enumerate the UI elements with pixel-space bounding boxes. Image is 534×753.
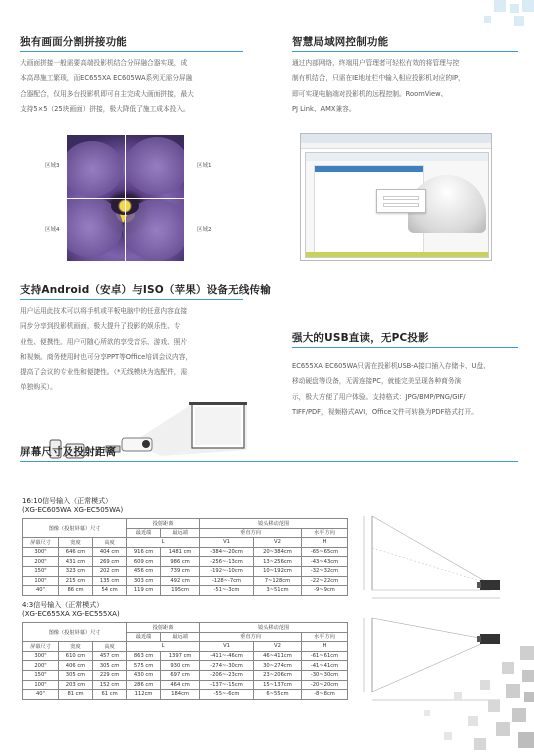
table-cell: -128~-7cm <box>200 576 254 586</box>
table-cell: -51~-3cm <box>200 586 254 596</box>
table-cell: 739 cm <box>161 566 200 576</box>
table-cell: 215 cm <box>59 576 93 586</box>
usb-section-title: 强大的USB直读，无PC投影 <box>292 332 429 344</box>
wireless-text-line: 单独购买）。 <box>20 383 57 392</box>
table2-title: 4:3信号输入（正常模式） <box>22 601 104 609</box>
table-cell: 水平方向 <box>302 528 348 538</box>
table-cell: 492 cm <box>161 576 200 586</box>
table-cell: 184cm <box>161 690 200 700</box>
table-cell: -55~-6cm <box>200 690 254 700</box>
table-row <box>23 690 348 700</box>
lan-text-line: PJ Link、AMX兼容。 <box>292 104 356 113</box>
table-cell: 916 cm <box>127 547 161 557</box>
usb-text-line: TIFF/PDF，视频格式AVI，Office文件可转换为PDF格式打开。 <box>292 407 478 416</box>
split-text-line: 支持5×5（25块画面）拼接，极大降低了施工成本投入。 <box>20 104 190 113</box>
table-cell: 195cm <box>161 586 200 596</box>
table-row <box>23 566 348 576</box>
table-cell: 305 cm <box>59 670 93 680</box>
lan-section-text <box>292 56 524 117</box>
table-cell: V1 <box>200 642 254 652</box>
pansy-split-image <box>67 135 184 261</box>
table-row <box>23 547 348 557</box>
split-section-title: 独有画面分割拼接功能 <box>20 36 127 48</box>
zone-4-label: 区域4 <box>45 227 60 233</box>
table-header-row <box>23 642 348 652</box>
wireless-section-title: 支持Android（安卓）与ISO（苹果）设备无线传输 <box>20 284 271 296</box>
table-cell: H <box>302 642 348 652</box>
table-cell: 宽度 <box>59 642 93 652</box>
table-cell: 609 cm <box>127 557 161 567</box>
wireless-text-line: 同步分享到投影机画面，极大提升了投影的娱乐性、专 <box>20 322 181 331</box>
table-cell: 406 cm <box>59 661 93 671</box>
table1-models: (XG-EC605WA XG-EC505WA) <box>22 506 124 514</box>
table-cell: 宽度 <box>59 538 93 548</box>
decorative-squares <box>424 0 534 28</box>
wireless-section-text <box>20 304 260 396</box>
table-cell: 86 cm <box>59 586 93 596</box>
table-cell: 13~256cm <box>253 557 301 567</box>
wireless-section-rule <box>20 299 243 300</box>
table-cell: 最远端 <box>161 632 200 642</box>
table-cell: 垂直方向 <box>200 632 302 642</box>
table-row <box>23 586 348 596</box>
wireless-text-line: 提高了会议的专业性和便捷性。（*无线模块为选配件，需 <box>20 368 188 377</box>
table-cell: V2 <box>253 538 301 548</box>
table-cell: 464 cm <box>161 680 200 690</box>
table-cell: 1397 cm <box>161 651 200 661</box>
split-text-line: 本高昂施工繁琐，而EC655XA EC605WA系列无需分屏融 <box>20 74 193 83</box>
table-cell: -274~-30cm <box>200 661 254 671</box>
table-cell: 100" <box>23 576 59 586</box>
table-cell: 投射距离 <box>127 519 200 529</box>
table-cell: 3~51cm <box>253 586 301 596</box>
table-cell: 135 cm <box>93 576 127 586</box>
table-cell: 430 cm <box>127 670 161 680</box>
table-header-row <box>23 519 348 529</box>
table2-models: (XG-EC655XA XG-EC555XA) <box>22 610 120 618</box>
table-cell: L <box>127 538 200 548</box>
table-cell: -8~8cm <box>302 690 348 700</box>
table-cell: -9~9cm <box>302 586 348 596</box>
lan-text-line: 即可实现电脑端对投影机的远程控制。RoomView、 <box>292 89 448 98</box>
table-cell: V2 <box>253 642 301 652</box>
wireless-text-line: 用户运用此技术可以将手机或平板电脑中的任意内容直接 <box>20 307 188 315</box>
table-cell: 269 cm <box>93 557 127 567</box>
table-cell: 30~274cm <box>253 661 301 671</box>
table-cell: 431 cm <box>59 557 93 567</box>
footer-decorative-squares <box>384 640 534 753</box>
usb-section-text <box>292 359 524 420</box>
table-cell: 610 cm <box>59 651 93 661</box>
projection-diagram-1 <box>360 508 508 604</box>
lan-section-title: 智慧局域网控制功能 <box>292 36 389 48</box>
table-cell: 46~411cm <box>253 651 301 661</box>
zone-1-label: 区域1 <box>197 163 212 169</box>
table-cell: 1481 cm <box>161 547 200 557</box>
usb-text-line: 移动硬盘等设备，无需连接PC，就能完美呈现各种商务演 <box>292 377 462 386</box>
table-cell: 150" <box>23 566 59 576</box>
wireless-text-line: 业性、便携性。用户可随心所欲的享受音乐、游戏、照片 <box>20 337 188 346</box>
table-cell: 40" <box>23 690 59 700</box>
table-cell: 457 cm <box>93 651 127 661</box>
table-cell: 图像（投射屏幕）尺寸 <box>23 623 127 642</box>
table-row <box>23 651 348 661</box>
table-row <box>23 661 348 671</box>
table-row <box>23 670 348 680</box>
table-cell: 镜头移动范围 <box>200 519 348 529</box>
table1-title: 16:10信号输入（正常模式） <box>22 497 113 505</box>
table-cell: 高度 <box>93 642 127 652</box>
table-cell: 镜头移动范围 <box>200 623 348 633</box>
table-cell: 61 cm <box>93 690 127 700</box>
lan-text-line: 通过内部网络，终端用户管理者可轻松有效的将管理与控 <box>292 59 460 67</box>
table-header-row <box>23 538 348 548</box>
table-cell: -30~30cm <box>302 670 348 680</box>
table-cell: 100" <box>23 680 59 690</box>
table-cell: 屏幕尺寸 <box>23 538 59 548</box>
table-cell: -411~-46cm <box>200 651 254 661</box>
table-row <box>23 680 348 690</box>
split-text-line: 合器配合，仅用多台投影机即可自主完成大画面拼接，最大 <box>20 89 194 98</box>
table1 <box>22 518 348 596</box>
table-cell: -256~-13cm <box>200 557 254 567</box>
table-cell: 646 cm <box>59 547 93 557</box>
table-cell: 202 cm <box>93 566 127 576</box>
table-cell: 54 cm <box>93 586 127 596</box>
split-section-text <box>20 56 260 117</box>
table-cell: 投射距离 <box>127 623 200 633</box>
usb-text-line: EC655XA EC605WA只需在投影机USB-A接口插入存储卡、U盘、 <box>292 362 490 370</box>
table-cell: 930 cm <box>161 661 200 671</box>
table-cell: 305 cm <box>93 661 127 671</box>
table-cell: 23~206cm <box>253 670 301 680</box>
table-cell: -137~-15cm <box>200 680 254 690</box>
table-cell: 图像（投射屏幕）尺寸 <box>23 519 127 538</box>
table-cell: 最远端 <box>161 528 200 538</box>
table-cell: 286 cm <box>127 680 161 690</box>
split-section-rule <box>20 51 243 52</box>
table-cell: 200" <box>23 557 59 567</box>
table-cell: H <box>302 538 348 548</box>
table-cell: 697 cm <box>161 670 200 680</box>
table-cell: -61~61cm <box>302 651 348 661</box>
table-cell: 986 cm <box>161 557 200 567</box>
distance-section-rule <box>20 461 518 462</box>
table-cell: 高度 <box>93 538 127 548</box>
table-cell: -32~32cm <box>302 566 348 576</box>
table-cell: -22~22cm <box>302 576 348 586</box>
table-cell: 15~137cm <box>253 680 301 690</box>
table-cell: 112cm <box>127 690 161 700</box>
table-cell: -206~-23cm <box>200 670 254 680</box>
table-cell: 水平方向 <box>302 632 348 642</box>
table-cell: 最近端 <box>127 528 161 538</box>
table-cell: V1 <box>200 538 254 548</box>
table-cell: 323 cm <box>59 566 93 576</box>
table-cell: 40" <box>23 586 59 596</box>
lan-text-line: 制有机结合，只需在IE地址栏中输入相应投影机对应的IP， <box>292 74 465 83</box>
usb-section-rule <box>292 347 518 348</box>
table-cell: 575 cm <box>127 661 161 671</box>
table-cell: 456 cm <box>127 566 161 576</box>
table-cell: 300" <box>23 651 59 661</box>
table-cell: 7~128cm <box>253 576 301 586</box>
table-cell: 152 cm <box>93 680 127 690</box>
lan-section-rule <box>292 51 518 52</box>
table-cell: 垂直方向 <box>200 528 302 538</box>
table-cell: 81 cm <box>59 690 93 700</box>
wireless-text-line: 和视频。商务使用时也可分享PPT等Office培训会议内容， <box>20 352 193 361</box>
usb-text-line: 示，极大方便了用户体验。支持格式：JPG/BMP/PNG/GIF/ <box>292 392 466 401</box>
distance-section-title: 屏幕尺寸及投射距离 <box>20 446 117 458</box>
table-cell: -43~43cm <box>302 557 348 567</box>
zone-2-label: 区域2 <box>197 227 212 233</box>
table-cell: -20~20cm <box>302 680 348 690</box>
table-cell: 303 cm <box>127 576 161 586</box>
table-cell: 863 cm <box>127 651 161 661</box>
table-cell: -384~-20cm <box>200 547 254 557</box>
table-row <box>23 576 348 586</box>
table-cell: L <box>127 642 200 652</box>
table-cell: 404 cm <box>93 547 127 557</box>
table-cell: 119 cm <box>127 586 161 596</box>
table-cell: 150" <box>23 670 59 680</box>
split-text-line: 大画面拼接一般需要高端投影机结合分屏融合器实现，成 <box>20 59 188 67</box>
table-cell: -41~41cm <box>302 661 348 671</box>
table2 <box>22 622 348 700</box>
table-header-row <box>23 623 348 633</box>
table-row <box>23 557 348 567</box>
table-cell: 6~55cm <box>253 690 301 700</box>
table-cell: 20~384cm <box>253 547 301 557</box>
table-cell: 229 cm <box>93 670 127 680</box>
table-cell: 10~192cm <box>253 566 301 576</box>
table-cell: 屏幕尺寸 <box>23 642 59 652</box>
table-cell: 203 cm <box>59 680 93 690</box>
table-cell: 最近端 <box>127 632 161 642</box>
zone-3-label: 区域3 <box>45 163 60 169</box>
table-cell: 200" <box>23 661 59 671</box>
table-cell: -65~65cm <box>302 547 348 557</box>
web-control-screenshot <box>300 133 492 261</box>
table-cell: 300" <box>23 547 59 557</box>
table-cell: -192~-10cm <box>200 566 254 576</box>
